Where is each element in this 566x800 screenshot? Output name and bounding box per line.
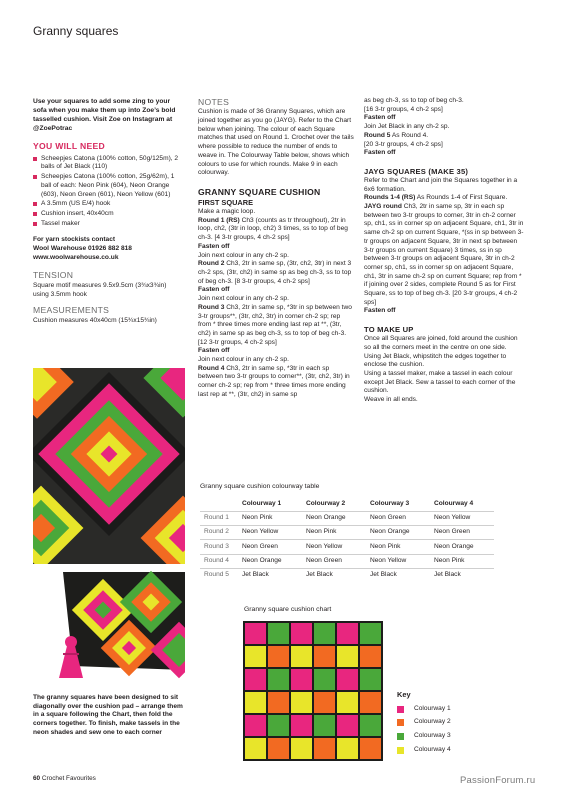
table-cell: Neon Yellow xyxy=(366,554,430,568)
join-next-text: Join next colour in any ch-2 sp. xyxy=(198,356,289,364)
table-cell: Neon Orange xyxy=(238,554,302,568)
page-title: Granny squares xyxy=(33,24,119,38)
chart-cell xyxy=(360,738,381,759)
watermark: PassionForum.ru xyxy=(460,775,536,786)
list-item: Cushion insert, 40x40cm xyxy=(33,210,183,219)
list-item: Scheepjes Catona (100% cotton, 50g/125m), 2 balls of Jet Black (110) xyxy=(33,155,183,172)
fasten-off-text: Fasten off xyxy=(198,286,230,294)
chart-cell xyxy=(268,692,289,713)
chart-cell xyxy=(337,646,358,667)
row-label: Round 5 xyxy=(200,568,238,582)
round-4-continued: as beg ch-3, ss to top of beg ch-3. xyxy=(364,97,464,104)
measurements-heading: MEASUREMENTS xyxy=(33,305,110,316)
round-5-count: [20 3-tr groups, 4 ch-2 sps] xyxy=(364,140,443,148)
chart-cell xyxy=(245,738,266,759)
jayg-heading: JAYG SQUARES (MAKE 35) xyxy=(364,166,469,176)
jayg-round-text xyxy=(364,203,524,307)
table-cell: Jet Black xyxy=(238,568,302,582)
page-number: 60 xyxy=(33,775,41,782)
key-item xyxy=(397,732,451,741)
list-item: Scheepjes Catona (100% cotton, 25g/62m), 1 ball of each: Neon Pink (604), Neon Orange (603), Neon Green (601), Neon Yellow (601) xyxy=(33,173,183,199)
table-row xyxy=(200,554,494,568)
key-swatch xyxy=(397,733,404,740)
cushion-illustration xyxy=(33,570,185,688)
key-item xyxy=(397,718,451,727)
round-4-text xyxy=(198,365,354,400)
column-header xyxy=(200,498,238,511)
join-next-text: Join next colour in any ch-2 sp. xyxy=(198,295,289,303)
chart-key xyxy=(397,690,451,760)
round-label: Round 4 xyxy=(198,364,225,372)
chart-cell xyxy=(337,715,358,736)
row-label: Round 1 xyxy=(200,511,238,525)
chart-cell xyxy=(314,692,335,713)
chart-cell xyxy=(245,646,266,667)
chart-cell xyxy=(291,623,312,644)
measurements-text: Cushion measures 40x40cm (15¾x15¾in) xyxy=(33,316,157,324)
rounds-1-4-text xyxy=(364,194,524,203)
round-label: Rounds 1-4 (RS) xyxy=(364,194,416,202)
intro-text: Use your squares to add some zing to your sofa when you make them up into Zoe’s bold tasselled cushion. Visit Zoe on Instagram at @ZoePotrac xyxy=(33,98,176,132)
fasten-off-text: Fasten off xyxy=(198,242,230,250)
chart-cell xyxy=(245,669,266,690)
round-1-text xyxy=(198,217,354,243)
join-next-text: Join next colour in any ch-2 sp. xyxy=(198,251,289,259)
chart-cell xyxy=(337,623,358,644)
tension-text: Square motif measures 9.5x9.5cm (3¾x3¾in) using 3.5mm hook xyxy=(33,281,167,298)
chart-cell xyxy=(268,738,289,759)
round-label: JAYG round xyxy=(364,203,402,211)
round-2-text xyxy=(198,260,354,286)
round-label: Round 1 (RS) xyxy=(198,216,240,224)
table-cell: Neon Pink xyxy=(430,554,494,568)
stockists-url[interactable]: www.woolwarehouse.co.uk xyxy=(33,253,119,261)
chart-cell xyxy=(291,715,312,736)
table-cell: Jet Black xyxy=(430,568,494,582)
column-header: Colourway 4 xyxy=(434,499,474,507)
key-swatch xyxy=(397,747,404,754)
chart-cell xyxy=(360,715,381,736)
table-row xyxy=(200,540,494,554)
chart-cell xyxy=(314,646,335,667)
chart-cell xyxy=(268,646,289,667)
round-instructions: Ch3, 2tr in same sp, (3tr, ch2, 3tr) in next 3 ch-2 sps, (3tr, ch2) in same sp as beg ch-3, ss to top of beg ch-3. [8 3-tr groups, 4 ch-2 sps] xyxy=(198,260,352,285)
colourway-table xyxy=(200,498,494,582)
colourway-table-title: Granny square cushion colourway table xyxy=(200,483,320,490)
round-label: Round 5 xyxy=(364,131,391,139)
table-cell: Neon Orange xyxy=(302,511,366,525)
chart-cell xyxy=(268,669,289,690)
key-item xyxy=(397,746,451,755)
stockists-phone: Wool Warehouse 01926 882 818 xyxy=(33,245,132,253)
round-instructions: As Rounds 1-4 of First Square. xyxy=(415,194,508,202)
key-item xyxy=(397,705,451,714)
pattern-heading: GRANNY SQUARE CUSHION xyxy=(198,186,321,197)
make-up-text-3: Weave in all ends. xyxy=(364,396,418,404)
magic-loop-text: Make a magic loop. xyxy=(198,208,256,216)
round-4-count: [16 3-tr groups, 4 ch-2 sps] xyxy=(364,105,443,113)
row-label: Round 4 xyxy=(200,554,238,568)
round-instructions: Ch3 (counts as tr throughout), 2tr in loop, ch2, (3tr in loop, ch2) 3 times, ss to top of beg ch-3. [4 3-tr groups, 4 ch-2 sps] xyxy=(198,216,348,242)
key-label: Colourway 3 xyxy=(414,732,451,740)
list-item: A 3.5mm (US E/4) hook xyxy=(33,200,183,209)
notes-heading: NOTES xyxy=(198,97,230,107)
round-5-text xyxy=(364,132,524,141)
key-swatch xyxy=(397,719,404,726)
stockists-line: For yarn stockists contact xyxy=(33,236,116,244)
chart-cell xyxy=(314,623,335,644)
row-label: Round 2 xyxy=(200,525,238,539)
chart-cell xyxy=(245,692,266,713)
table-cell: Neon Yellow xyxy=(302,540,366,554)
key-label: Colourway 4 xyxy=(414,745,451,753)
table-row xyxy=(200,568,494,582)
column-header: Colourway 1 xyxy=(242,499,282,507)
chart-cell xyxy=(314,738,335,759)
chart-cell xyxy=(360,646,381,667)
first-square-heading: FIRST SQUARE xyxy=(198,198,254,208)
materials-list xyxy=(33,155,183,229)
key-label: Colourway 2 xyxy=(414,718,451,726)
chart-cell xyxy=(291,738,312,759)
table-row xyxy=(200,525,494,539)
table-cell: Neon Orange xyxy=(430,540,494,554)
chart-cell xyxy=(291,669,312,690)
granny-square-photo xyxy=(33,368,185,564)
chart-cell xyxy=(314,715,335,736)
granny-square-illustration xyxy=(33,368,185,564)
cushion-photo xyxy=(33,570,185,688)
key-title: Key xyxy=(397,690,411,699)
table-header-row xyxy=(200,498,494,511)
table-cell: Jet Black xyxy=(302,568,366,582)
table-cell: Neon Green xyxy=(366,511,430,525)
key-swatch xyxy=(397,706,404,713)
round-label: Round 2 xyxy=(198,260,225,268)
round-label: Round 3 xyxy=(198,303,225,311)
table-cell: Neon Pink xyxy=(238,511,302,525)
right-column xyxy=(364,97,524,405)
chart-cell xyxy=(360,623,381,644)
fasten-off-text: Fasten off xyxy=(364,114,396,122)
table-cell: Neon Pink xyxy=(302,525,366,539)
key-label: Colourway 1 xyxy=(414,704,451,712)
chart-cell xyxy=(360,692,381,713)
round-instructions: Ch3, 2tr in same sp, *3tr in sp between two 3-tr groups**, (3tr, ch2, 3tr) in corner ch-2 sp; rep from * three times more ending last rep at **, (3tr, ch2) in same sp as beg ch-3, ss to top of beg ch-3. [12 3-tr groups, 4 ch-2 sps] xyxy=(198,303,352,346)
chart-cell xyxy=(360,669,381,690)
column-header: Colourway 3 xyxy=(370,499,410,507)
middle-column xyxy=(198,97,354,400)
chart-cell xyxy=(337,738,358,759)
chart-cell xyxy=(245,715,266,736)
chart-cell xyxy=(291,646,312,667)
tension-heading: TENSION xyxy=(33,270,74,281)
column-header: Colourway 2 xyxy=(306,499,346,507)
table-cell: Neon Yellow xyxy=(430,511,494,525)
chart-cell xyxy=(268,623,289,644)
chart-cell xyxy=(337,692,358,713)
fasten-off-text: Fasten off xyxy=(364,149,396,157)
round-3-text xyxy=(198,304,354,348)
notes-text: Cushion is made of 36 Granny Squares, which are joined together as you go (JAYG). Refer to the Chart below when joining. The colour of each Square matches that used on Round 1. Crochet over the tails where possible to reduce the number of ends to weave in. The Colourway Table below, shows which colours to use for which rounds. Make 9 in each colourway. xyxy=(198,108,354,177)
photo-caption: The granny squares have been designed to sit diagonally over the cushion pad – arrange them in a square following the Chart, then fold the corners together. To finish, make tassels in the neon shades and sew one to each corner xyxy=(33,694,183,736)
chart-cell xyxy=(268,715,289,736)
table-cell: Jet Black xyxy=(366,568,430,582)
page-footer xyxy=(33,775,96,783)
fasten-off-text: Fasten off xyxy=(364,307,396,315)
round-instructions: As Round 4. xyxy=(390,131,429,139)
table-cell: Neon Yellow xyxy=(238,525,302,539)
fasten-off-text: Fasten off xyxy=(198,347,230,355)
chart-cell xyxy=(337,669,358,690)
cushion-chart-title: Granny square cushion chart xyxy=(244,606,332,613)
table-cell: Neon Pink xyxy=(366,540,430,554)
left-column xyxy=(33,98,183,325)
table-cell: Neon Green xyxy=(302,554,366,568)
round-instructions: Ch3, 2tr in same sp, *3tr in each sp between two 3-tr groups to corner**, (3tr, ch2, 3tr) in corner ch-2 sp; rep from * three times more ending last rep at **, (3tr, ch2) in same sp xyxy=(198,364,350,398)
make-up-text-2: Using a tassel maker, make a tassel in each colour except Jet Black. Sew a tassel to each corner of the cushion. xyxy=(364,370,516,395)
make-up-heading: TO MAKE UP xyxy=(364,325,414,335)
colourway-table-block xyxy=(200,483,530,582)
magazine-name: Crochet Favourites xyxy=(41,775,96,782)
chart-cell xyxy=(245,623,266,644)
join-black-text: Join Jet Black in any ch-2 sp. xyxy=(364,123,450,131)
chart-cell xyxy=(291,692,312,713)
you-will-need-heading: YOU WILL NEED xyxy=(33,141,106,152)
row-label: Round 3 xyxy=(200,540,238,554)
jayg-intro: Refer to the Chart and join the Squares together in a 6x6 formation. xyxy=(364,176,518,193)
make-up-text-1: Once all Squares are joined, fold around the cushion so all the corners meet in the centre on one side. Using Jet Black, whipstitch the edges together to enclose the cushion. xyxy=(364,335,518,369)
table-cell: Neon Green xyxy=(238,540,302,554)
table-row xyxy=(200,511,494,525)
table-cell: Neon Green xyxy=(430,525,494,539)
list-item: Tassel maker xyxy=(33,220,183,229)
table-cell: Neon Orange xyxy=(366,525,430,539)
round-instructions: Ch3, 2tr in same sp, 3tr in each sp between two 3-tr groups to corner, 3tr in ch-2 corner sp, ch1, ss in corner sp on adjacent Square, ch1, 3tr in same ch-2 sp on current Square, *(ss in sp between 3-tr groups on adjacent Square, 3tr in next sp between 3-tr groups on current Square) 3 times, ss in sp between 3-tr groups on adjacent Square, 3tr in ch-2 corner sp, ch1, ss in corner sp on adjacent Square, ch1, 3tr in same ch-2 sp on current Square; rep from * if joining over 2 sides, complete Round 5 as for First Square, ss to top of beg ch-3. [20 3-tr groups, 4 ch-2 sps] xyxy=(364,203,524,306)
cushion-chart-grid xyxy=(243,621,383,761)
stockists xyxy=(33,236,183,262)
chart-cell xyxy=(314,669,335,690)
